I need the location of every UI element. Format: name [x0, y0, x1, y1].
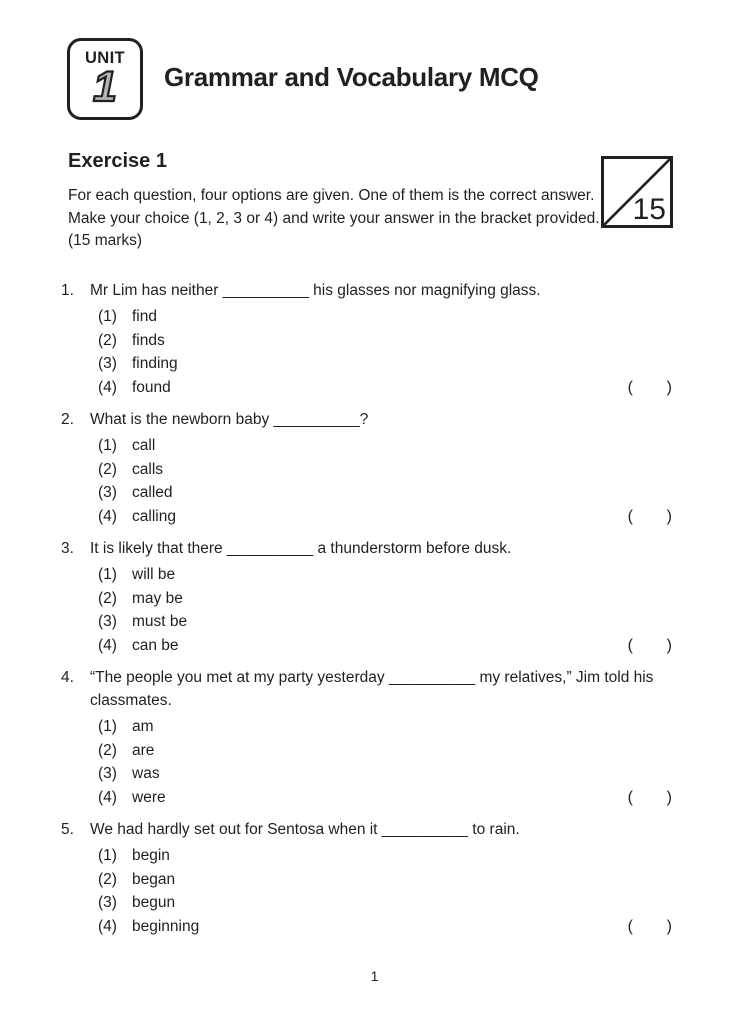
- option-number: (1): [98, 437, 117, 454]
- option-row: [98, 786, 681, 810]
- option-number: (3): [98, 355, 117, 372]
- question-list: [61, 279, 681, 947]
- option-number: (2): [98, 460, 117, 478]
- question-number: 3.: [61, 540, 74, 557]
- question-text: “The people you met at my party yesterday __________ my relatives,” Jim told his classmates.: [90, 669, 654, 709]
- question-number: 1.: [61, 282, 74, 299]
- option-text: was: [132, 765, 160, 782]
- option-row: [98, 634, 681, 658]
- exercise-block: [68, 150, 608, 253]
- question-text: Mr Lim has neither __________ his glasses nor magnifying glass.: [90, 282, 541, 299]
- page-number: 1: [370, 968, 379, 984]
- option-text: finds: [132, 331, 165, 349]
- option-text: begun: [132, 894, 176, 911]
- question-3: [61, 537, 681, 657]
- question-5: [61, 818, 681, 938]
- option-text: calling: [132, 507, 176, 525]
- option-row: [98, 715, 681, 739]
- answer-bracket: ( ): [627, 917, 673, 935]
- option-row: [98, 610, 681, 634]
- instruction-line-1: For each question, four options are given. One of them is the correct answer.: [68, 187, 595, 204]
- option-row: [98, 762, 681, 786]
- option-number: (1): [98, 718, 117, 735]
- option-number: (4): [98, 788, 117, 806]
- option-text: find: [132, 308, 157, 325]
- option-number: (2): [98, 331, 117, 349]
- option-text: beginning: [132, 917, 200, 935]
- question-number: 5.: [61, 821, 74, 838]
- question-text: We had hardly set out for Sentosa when it __________ to rain.: [90, 821, 520, 838]
- option-text: were: [132, 788, 166, 806]
- option-number: (3): [98, 894, 117, 911]
- option-text: found: [132, 378, 171, 396]
- score-total: 15: [632, 193, 666, 226]
- option-number: (1): [98, 566, 117, 583]
- answer-bracket: ( ): [627, 378, 673, 396]
- option-text: am: [132, 718, 154, 735]
- option-text: finding: [132, 355, 178, 372]
- option-text: calls: [132, 460, 164, 478]
- option-row: [98, 434, 681, 458]
- option-text: call: [132, 437, 156, 454]
- option-text: began: [132, 870, 176, 888]
- page-title: Grammar and Vocabulary MCQ: [164, 62, 539, 92]
- question-text: What is the newborn baby __________?: [90, 411, 369, 428]
- question-text: It is likely that there __________ a thunderstorm before dusk.: [90, 540, 512, 557]
- option-row: [98, 563, 681, 587]
- option-number: (4): [98, 917, 117, 935]
- option-row: [98, 305, 681, 329]
- option-row: [98, 352, 681, 376]
- question-2: [61, 408, 681, 528]
- score-box: [601, 156, 673, 228]
- option-row: [98, 868, 681, 892]
- option-number: (3): [98, 613, 117, 630]
- option-number: (2): [98, 741, 117, 759]
- option-text: may be: [132, 589, 183, 607]
- question-number: 2.: [61, 411, 74, 428]
- instruction-line-3: (15 marks): [68, 232, 143, 249]
- option-row: [98, 844, 681, 868]
- option-row: [98, 587, 681, 611]
- answer-bracket: ( ): [627, 507, 673, 525]
- option-number: (1): [98, 308, 117, 325]
- answer-bracket: ( ): [627, 636, 673, 654]
- option-number: (4): [98, 636, 117, 654]
- option-text: can be: [132, 636, 179, 654]
- option-row: [98, 891, 681, 915]
- unit-label: UNIT: [84, 49, 126, 67]
- option-text: are: [132, 741, 155, 759]
- option-text: begin: [132, 847, 170, 864]
- question-number: 4.: [61, 669, 74, 686]
- option-row: [98, 458, 681, 482]
- option-text: must be: [132, 613, 188, 630]
- option-text: called: [132, 484, 173, 501]
- exercise-heading: Exercise 1: [68, 150, 167, 172]
- unit-number: 1: [93, 62, 117, 111]
- option-row: [98, 505, 681, 529]
- option-row: [98, 376, 681, 400]
- option-row: [98, 329, 681, 353]
- option-text: will be: [132, 566, 176, 583]
- option-number: (1): [98, 847, 117, 864]
- question-4: [61, 666, 681, 809]
- option-number: (3): [98, 765, 117, 782]
- unit-badge: [67, 38, 143, 120]
- option-row: [98, 481, 681, 505]
- option-number: (3): [98, 484, 117, 501]
- option-number: (2): [98, 870, 117, 888]
- answer-bracket: ( ): [627, 788, 673, 806]
- option-number: (4): [98, 507, 117, 525]
- question-1: [61, 279, 681, 399]
- option-row: [98, 915, 681, 939]
- option-number: (4): [98, 378, 117, 396]
- instruction-line-2: Make your choice (1, 2, 3 or 4) and write your answer in the bracket provided.: [68, 209, 600, 227]
- option-number: (2): [98, 589, 117, 607]
- option-row: [98, 739, 681, 763]
